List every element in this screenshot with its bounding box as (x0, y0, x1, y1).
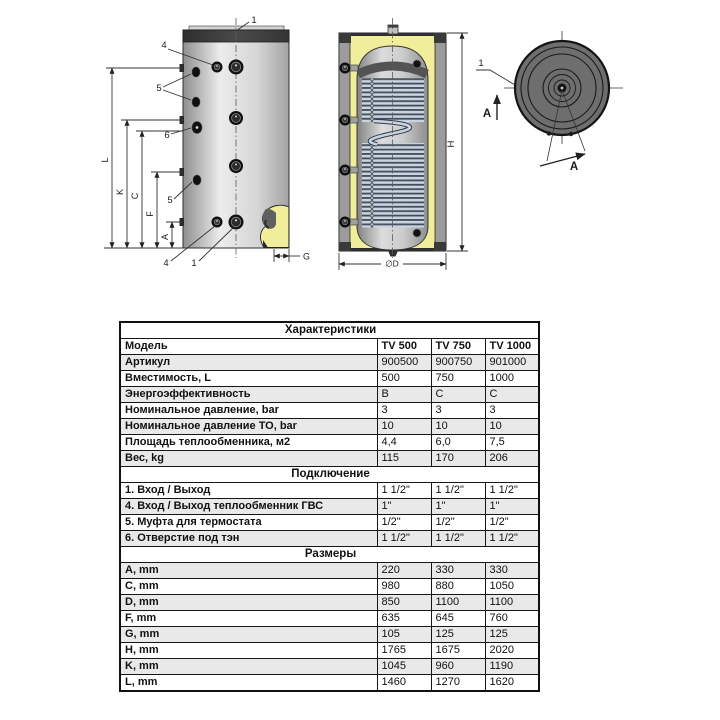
lid-center-dot (561, 87, 564, 90)
section-title: Размеры (120, 547, 539, 563)
row-label: 4. Вход / Выход теплообменник ГВС (120, 499, 377, 515)
label-port4-bottom: 4 (163, 258, 169, 269)
lid-bump (547, 131, 551, 135)
value-cell: 960 (431, 659, 485, 675)
value-cell: 2020 (485, 643, 539, 659)
label-lid-topview: 1 (478, 58, 484, 69)
section-letter-left: A (482, 108, 492, 120)
value-cell: 10 (431, 419, 485, 435)
shell-corner (434, 242, 446, 251)
value-cell: 1050 (485, 579, 539, 595)
row-label: Номинальное давление ТО, bar (120, 419, 377, 435)
value-cell: 1/2" (431, 515, 485, 531)
value-cell: 1 1/2" (377, 531, 431, 547)
value-cell: 880 (431, 579, 485, 595)
row-label: 5. Муфта для термостата (120, 515, 377, 531)
value-cell: 1 1/2" (485, 531, 539, 547)
value-cell: 115 (377, 451, 431, 467)
bottom-drain-stub (388, 251, 398, 257)
value-cell: 1270 (431, 675, 485, 692)
table-row (120, 627, 539, 643)
table-row (120, 675, 539, 692)
value-cell: 125 (431, 627, 485, 643)
table-section-header (120, 467, 539, 483)
row-label: 6. Отверстие под тэн (120, 531, 377, 547)
value-cell: 3 (377, 403, 431, 419)
dim-label-A: A (160, 233, 170, 241)
value-cell: 500 (377, 371, 431, 387)
value-cell: 760 (485, 611, 539, 627)
table-row (120, 355, 539, 371)
value-cell: 1190 (485, 659, 539, 675)
row-label: Площадь теплообменника, м2 (120, 435, 377, 451)
value-cell: 1620 (485, 675, 539, 692)
outer-wall-right (435, 33, 446, 251)
section-letter-bottom: A (569, 161, 579, 173)
value-cell: 1 1/2" (377, 483, 431, 499)
value-cell: 206 (485, 451, 539, 467)
value-cell: 220 (377, 563, 431, 579)
spec-table-body (120, 322, 539, 691)
row-label: F, mm (120, 611, 377, 627)
value-cell: 1100 (431, 595, 485, 611)
row-label: K, mm (120, 659, 377, 675)
value-cell: 330 (431, 563, 485, 579)
value-cell: 1" (377, 499, 431, 515)
table-section-header (120, 547, 539, 563)
dim-label-G: G (303, 251, 311, 262)
table-row (120, 387, 539, 403)
row-label: H, mm (120, 643, 377, 659)
table-row (120, 435, 539, 451)
value-cell: 125 (485, 627, 539, 643)
top-view (476, 31, 623, 173)
value-cell: 1045 (377, 659, 431, 675)
value-cell: 750 (431, 371, 485, 387)
dim-label-H: H (446, 140, 457, 148)
top-stub-cap (388, 25, 398, 28)
table-row (120, 659, 539, 675)
section-title: Подключение (120, 467, 539, 483)
dim-label-C: C (130, 192, 140, 200)
value-cell: B (377, 387, 431, 403)
label-port6: 6 (164, 130, 170, 141)
dimension-lines (104, 68, 186, 248)
label-port4-top: 4 (161, 40, 167, 51)
label-port5-lower: 5 (167, 195, 173, 206)
table-row (120, 483, 539, 499)
shell-corner (339, 242, 351, 251)
value-cell: 105 (377, 627, 431, 643)
label-lid-top: 1 (251, 15, 257, 26)
row-label: A, mm (120, 563, 377, 579)
section-view (339, 18, 468, 270)
value-cell: 170 (431, 451, 485, 467)
label-port5-pair: 5 (156, 83, 162, 94)
table-row (120, 419, 539, 435)
table-row (120, 531, 539, 547)
table-row (120, 403, 539, 419)
table-row (120, 579, 539, 595)
value-cell: 1/2" (377, 515, 431, 531)
table-row (120, 563, 539, 579)
shell-corner (339, 33, 351, 43)
value-cell: 635 (377, 611, 431, 627)
table-row (120, 499, 539, 515)
side-view (100, 15, 310, 269)
shell-corner (434, 33, 446, 43)
value-cell: C (485, 387, 539, 403)
value-cell: 7,5 (485, 435, 539, 451)
value-cell: 900750 (431, 355, 485, 371)
table-row (120, 339, 539, 355)
value-cell: 3 (485, 403, 539, 419)
dim-label-L: L (100, 157, 110, 163)
row-label: D, mm (120, 595, 377, 611)
value-cell: 1 1/2" (485, 483, 539, 499)
dim-label-D: ∅D (385, 258, 399, 269)
value-cell: 980 (377, 579, 431, 595)
row-label: G, mm (120, 627, 377, 643)
value-cell: 10 (377, 419, 431, 435)
lid-leader-line (476, 70, 515, 85)
value-cell: 1765 (377, 643, 431, 659)
value-cell: C (431, 387, 485, 403)
value-cell: 850 (377, 595, 431, 611)
technical-drawing (0, 0, 720, 300)
row-label: L, mm (120, 675, 377, 692)
value-cell: 1460 (377, 675, 431, 692)
value-cell: 901000 (485, 355, 539, 371)
table-row (120, 643, 539, 659)
table-row (120, 451, 539, 467)
section-title: Характеристики (120, 322, 539, 339)
row-label: Модель (120, 339, 377, 355)
value-cell: 900500 (377, 355, 431, 371)
value-cell: 645 (431, 611, 485, 627)
value-cell: 1675 (431, 643, 485, 659)
value-cell: 330 (485, 563, 539, 579)
value-cell: 1100 (485, 595, 539, 611)
dim-G-lines (274, 249, 300, 262)
row-label: C, mm (120, 579, 377, 595)
table-row (120, 515, 539, 531)
upper-coil (362, 78, 424, 122)
lid-bump (569, 132, 573, 136)
dim-label-F: F (145, 211, 155, 217)
table-row (120, 595, 539, 611)
row-label: Вес, kg (120, 451, 377, 467)
table-section-header (120, 322, 539, 339)
lower-coil (362, 143, 424, 228)
coil-end-port (413, 60, 421, 68)
value-cell: 1000 (485, 371, 539, 387)
label-port1-bottom: 1 (191, 258, 197, 269)
value-cell: 4,4 (377, 435, 431, 451)
value-cell: 6,0 (431, 435, 485, 451)
table-row (120, 611, 539, 627)
coil-end-port (413, 229, 421, 237)
row-label: 1. Вход / Выход (120, 483, 377, 499)
section-arrow-bottom (540, 154, 585, 166)
value-cell: TV 750 (431, 339, 485, 355)
value-cell: 1 1/2" (431, 483, 485, 499)
row-label: Номинальное давление, bar (120, 403, 377, 419)
row-label: Энергоэффективность (120, 387, 377, 403)
dim-label-K: K (115, 188, 125, 196)
value-cell: TV 500 (377, 339, 431, 355)
row-label: Артикул (120, 355, 377, 371)
value-cell: 3 (431, 403, 485, 419)
spec-table-element (119, 321, 540, 692)
table-row (120, 371, 539, 387)
value-cell: 1 1/2" (431, 531, 485, 547)
value-cell: 10 (485, 419, 539, 435)
value-cell: 1/2" (485, 515, 539, 531)
value-cell: TV 1000 (485, 339, 539, 355)
value-cell: 1" (431, 499, 485, 515)
spec-table (119, 321, 540, 692)
value-cell: 1" (485, 499, 539, 515)
row-label: Вместимость, L (120, 371, 377, 387)
